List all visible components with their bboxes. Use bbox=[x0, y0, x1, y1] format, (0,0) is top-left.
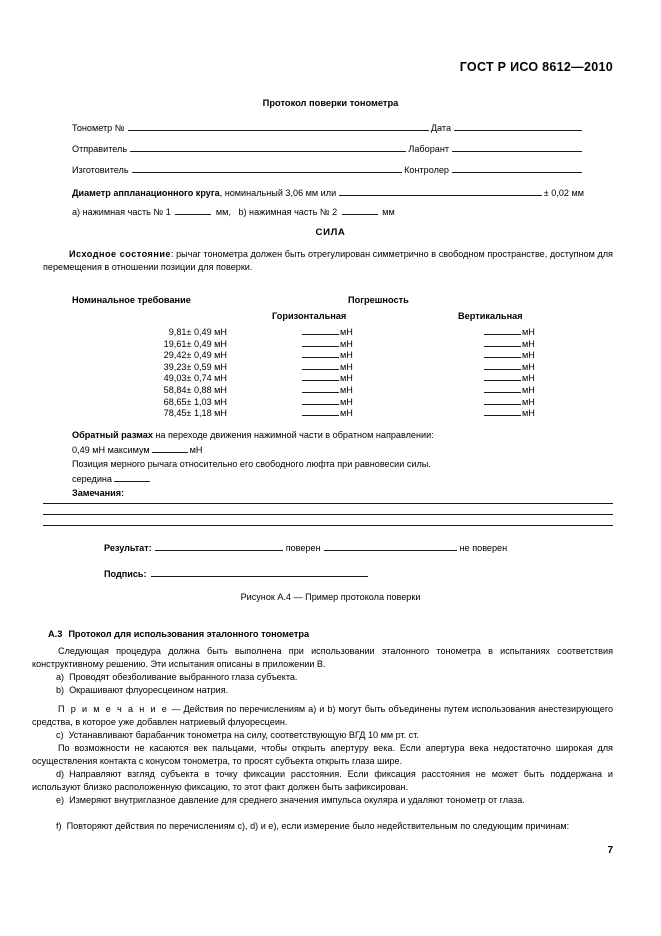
list-item-c bbox=[32, 729, 613, 742]
label-date: Дата bbox=[430, 123, 451, 133]
list-marker-a: a) bbox=[56, 672, 65, 682]
paragraph-after-item-c bbox=[32, 742, 613, 768]
force-measurement-vertical bbox=[415, 361, 595, 372]
protocol-form-title: Протокол поверки тонометра bbox=[262, 98, 399, 108]
force-table-row bbox=[72, 338, 552, 350]
notes-rule-line-3[interactable] bbox=[43, 525, 613, 526]
force-unit: мН bbox=[340, 396, 353, 407]
force-nominal-value: 68,65± 1,03 мН bbox=[163, 396, 227, 407]
table-header-error: Погрешность bbox=[348, 295, 409, 305]
section-a3-intro-paragraph bbox=[32, 645, 613, 671]
field-date[interactable] bbox=[454, 121, 582, 131]
force-unit: мН bbox=[522, 327, 535, 337]
field-force-vertical[interactable] bbox=[484, 372, 521, 381]
label-initial-state: Исходное состояние bbox=[69, 249, 171, 259]
field-force-horizontal[interactable] bbox=[302, 338, 339, 347]
force-unit: мН bbox=[522, 350, 535, 361]
force-unit: мН bbox=[340, 361, 353, 372]
label-backlash-max-unit: мН bbox=[189, 444, 203, 455]
field-force-horizontal[interactable] bbox=[302, 361, 339, 370]
field-sender[interactable] bbox=[130, 142, 406, 152]
field-applanation-diameter[interactable] bbox=[339, 186, 542, 196]
force-table-row bbox=[72, 361, 552, 373]
field-force-horizontal[interactable] bbox=[302, 326, 339, 335]
label-manufacturer: Изготовитель bbox=[72, 165, 129, 175]
list-marker-f: f) bbox=[56, 821, 62, 831]
force-unit: мН bbox=[522, 338, 535, 349]
list-item-e bbox=[32, 794, 613, 807]
list-marker-c: c) bbox=[56, 730, 64, 740]
force-table-row bbox=[72, 349, 552, 361]
label-signature: Подпись: bbox=[104, 569, 147, 579]
label-backlash-max: 0,49 мН максимум bbox=[72, 444, 150, 455]
field-signature[interactable] bbox=[151, 567, 368, 577]
label-pressing-part-1-unit: мм, bbox=[215, 207, 231, 217]
force-measurement-vertical bbox=[415, 372, 595, 383]
force-measurement-vertical bbox=[415, 407, 595, 418]
field-force-vertical[interactable] bbox=[484, 361, 521, 370]
field-force-vertical[interactable] bbox=[484, 396, 521, 405]
backlash-line-3: Позиция мерного рычага относительно его свободного люфта при равновесии силы. bbox=[72, 459, 431, 470]
force-table-row bbox=[72, 396, 552, 408]
force-unit: мН bbox=[340, 338, 353, 349]
force-unit: мН bbox=[522, 373, 535, 384]
backlash-line-1 bbox=[72, 428, 592, 443]
force-unit: мН bbox=[522, 361, 535, 372]
force-nominal-value: 49,03± 0,74 мН bbox=[163, 373, 227, 384]
force-measurement-vertical bbox=[415, 396, 595, 407]
list-item-b bbox=[32, 684, 613, 697]
force-nominal-value: 58,84± 0,88 мН bbox=[163, 384, 227, 395]
field-force-horizontal[interactable] bbox=[302, 349, 339, 358]
field-lab-assistant[interactable] bbox=[452, 142, 582, 152]
section-a3-number: А.3 bbox=[48, 629, 63, 639]
table-header-nominal-requirement: Номинальное требование bbox=[72, 295, 191, 305]
force-unit: мН bbox=[522, 408, 535, 419]
force-unit: мН bbox=[340, 384, 353, 395]
label-pressing-part-2-unit: мм bbox=[382, 207, 395, 217]
field-force-vertical[interactable] bbox=[484, 326, 521, 335]
label-controller: Контролер bbox=[404, 165, 449, 175]
field-result-verified[interactable] bbox=[155, 541, 283, 551]
form-row-result bbox=[104, 541, 507, 553]
force-table-row bbox=[72, 372, 552, 384]
field-force-vertical[interactable] bbox=[484, 338, 521, 347]
field-force-vertical[interactable] bbox=[484, 349, 521, 358]
force-unit: мН bbox=[340, 408, 353, 419]
label-notes-text: Замечания: bbox=[72, 488, 125, 499]
backlash-line-2 bbox=[72, 443, 592, 458]
notes-rule-line-1[interactable] bbox=[43, 503, 613, 504]
force-unit: мН bbox=[340, 350, 353, 361]
force-nominal-value: 78,45± 1,18 мН bbox=[163, 408, 227, 419]
field-force-horizontal[interactable] bbox=[302, 372, 339, 381]
text-item-a: Проводят обезболивание выбранного глаза субъекта. bbox=[69, 672, 298, 682]
force-nominal-value: 39,23± 0,59 мН bbox=[163, 361, 227, 372]
field-result-not-verified[interactable] bbox=[324, 541, 457, 551]
force-measurement-vertical bbox=[415, 338, 595, 349]
table-header-horizontal: Горизонтальная bbox=[272, 311, 347, 321]
field-pressing-part-1[interactable] bbox=[175, 206, 211, 215]
form-row-tonometer bbox=[72, 121, 584, 133]
force-table-row bbox=[72, 384, 552, 396]
list-marker-d: d) bbox=[56, 769, 65, 779]
force-measurement-horizontal bbox=[229, 349, 415, 360]
label-backlash: Обратный размах bbox=[72, 430, 153, 440]
paragraph-initial-state bbox=[43, 248, 613, 274]
field-pressing-part-2[interactable] bbox=[342, 206, 378, 215]
page-number: 7 bbox=[607, 845, 613, 856]
force-measurement-vertical bbox=[415, 384, 595, 395]
label-notes bbox=[72, 486, 592, 501]
label-not-verified: не поверен bbox=[459, 543, 508, 553]
field-controller[interactable] bbox=[452, 163, 582, 173]
label-applanation-diameter-tolerance: ± 0,02 мм bbox=[543, 188, 584, 198]
field-force-vertical[interactable] bbox=[484, 384, 521, 393]
label-pressing-part-2: b) нажимная часть № 2 bbox=[238, 207, 338, 217]
document-header-standard-number: ГОСТ Р ИСО 8612—2010 bbox=[459, 60, 613, 74]
text-item-c: Устанавливают барабанчик тонометра на силу, соответствующую ВГД 10 мм рт. ст. bbox=[68, 730, 419, 740]
text-note: — Действия по перечислениям a) и b) могут быть объединены путем использования анестезирующего средства, в которое уже добавлен натриевый флуоресцеин. bbox=[32, 704, 613, 727]
label-pressing-part-1: a) нажимная часть № 1 bbox=[72, 207, 171, 217]
backlash-line-4 bbox=[72, 472, 592, 487]
figure-caption: Рисунок А.4 — Пример протокола поверки bbox=[240, 592, 421, 602]
label-verified: поверен bbox=[285, 543, 321, 553]
label-note: П р и м е ч а н и е bbox=[58, 704, 169, 714]
form-row-pressing-parts bbox=[72, 206, 395, 217]
force-unit: мН bbox=[340, 373, 353, 384]
field-force-horizontal[interactable] bbox=[302, 396, 339, 405]
force-nominal-value: 9,81± 0,49 мН bbox=[168, 327, 227, 337]
text-a3-intro: Следующая процедура должна быть выполнена при использовании эталонного тонометра в испытаниях соответствия конструктивному решению. Эти испытания описаны в приложении В. bbox=[32, 646, 613, 669]
list-item-f bbox=[32, 820, 613, 833]
force-nominal-value: 29,42± 0,49 мН bbox=[163, 350, 227, 361]
text-item-d: Направляют взгляд субъекта в точку фиксации расстояния. Если фиксация расстояния не может быть поддержана и используют близко расположенную фиксацию, то этот факт должен быть зафиксирован. bbox=[32, 769, 613, 792]
label-middle: середина bbox=[72, 473, 112, 484]
force-unit: мН bbox=[522, 396, 535, 407]
label-lab-assistant: Лаборант bbox=[408, 144, 449, 154]
section-a3-title: Протокол для использования эталонного тонометра bbox=[68, 629, 310, 639]
list-item-d bbox=[32, 768, 613, 794]
force-measurement-horizontal bbox=[229, 372, 415, 383]
list-marker-b: b) bbox=[56, 685, 65, 695]
force-measurement-horizontal bbox=[229, 338, 415, 349]
text-para-c: По возможности не касаются век пальцами, чтобы открыть апертуру века. Если апертура века недостаточно широкая для осуществления контакта с конусом тонометра, то просят субъекта открыть глаза шире. bbox=[32, 743, 613, 766]
label-tonometer-number: Тонометр № bbox=[72, 123, 125, 133]
field-backlash-max[interactable] bbox=[152, 444, 188, 453]
text-item-f: Повторяют действия по перечислениям c), d) и e), если измерение было недействительным по следующим причинам: bbox=[66, 821, 570, 831]
form-row-sender bbox=[72, 142, 584, 154]
force-measurement-horizontal bbox=[229, 361, 415, 372]
force-measurement-vertical bbox=[415, 349, 595, 360]
force-table-row bbox=[72, 407, 552, 419]
list-marker-e: e) bbox=[56, 795, 65, 805]
notes-rule-line-2[interactable] bbox=[43, 514, 613, 515]
label-sender: Отправитель bbox=[72, 144, 128, 154]
force-unit: мН bbox=[522, 384, 535, 395]
field-manufacturer[interactable] bbox=[132, 163, 403, 173]
backlash-block bbox=[72, 428, 592, 501]
text-item-e: Измеряют внутриглазное давление для среднего значения импульса окуляра и удаляют тонометр от глаза. bbox=[69, 795, 525, 805]
table-header-vertical: Вертикальная bbox=[458, 311, 523, 321]
note-paragraph bbox=[32, 703, 613, 729]
form-row-signature bbox=[104, 567, 368, 579]
form-row-manufacturer bbox=[72, 163, 584, 175]
form-row-applanation-diameter bbox=[72, 186, 584, 198]
force-unit: мН bbox=[340, 327, 353, 337]
force-measurement-horizontal bbox=[229, 384, 415, 395]
force-measurement-vertical bbox=[415, 326, 595, 337]
field-force-horizontal[interactable] bbox=[302, 384, 339, 393]
text-backlash: на переходе движения нажимной части в обратном направлении: bbox=[152, 430, 434, 440]
field-tonometer-number[interactable] bbox=[128, 121, 429, 131]
text-initial-state: : рычаг тонометра должен быть отрегулирован симметрично в свободном пространстве, доступном для перемещения в отношении позиции для поверки. bbox=[43, 249, 613, 272]
force-table-body bbox=[72, 326, 552, 419]
label-applanation-diameter-nominal: , номинальный 3,06 мм или bbox=[219, 188, 337, 198]
force-table-row bbox=[72, 326, 552, 338]
force-measurement-horizontal bbox=[229, 407, 415, 418]
field-force-horizontal[interactable] bbox=[302, 407, 339, 416]
force-section-heading: СИЛА bbox=[315, 227, 346, 238]
field-middle[interactable] bbox=[114, 473, 150, 482]
field-force-vertical[interactable] bbox=[484, 407, 521, 416]
force-measurement-horizontal bbox=[229, 326, 415, 337]
label-result: Результат: bbox=[104, 543, 152, 553]
text-item-b: Окрашивают флуоресцеином натрия. bbox=[69, 685, 229, 695]
force-measurement-horizontal bbox=[229, 396, 415, 407]
list-item-a bbox=[32, 671, 613, 684]
section-a3-heading bbox=[48, 629, 309, 639]
force-nominal-value: 19,61± 0,49 мН bbox=[163, 338, 227, 349]
label-applanation-diameter: Диаметр аппланационного круга bbox=[72, 188, 220, 198]
